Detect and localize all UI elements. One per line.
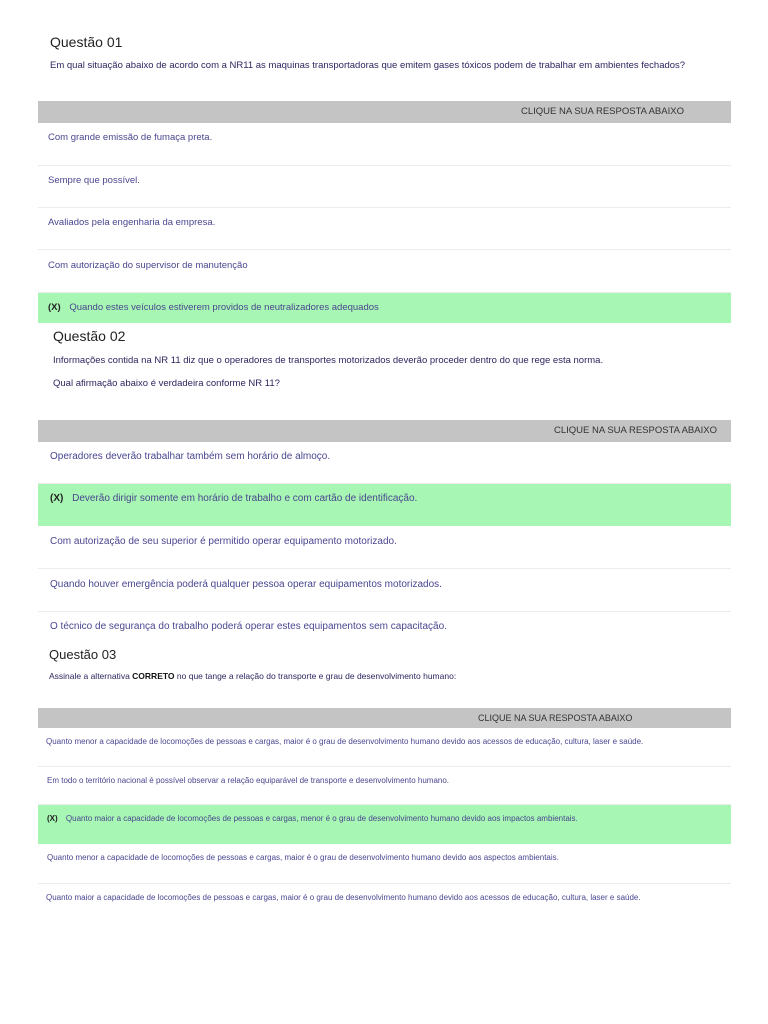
question-2-title: Questão 02 xyxy=(53,328,126,344)
question-2-option-1[interactable] xyxy=(38,442,731,484)
question-2-option-4[interactable] xyxy=(38,569,731,612)
question-2-answer-header xyxy=(38,420,731,442)
question-3-text-pre: Assinale a alternativa xyxy=(49,671,130,681)
question-2-text-2: Qual afirmação abaixo é verdadeira conforme NR 11? xyxy=(53,378,280,389)
question-3-option-1[interactable] xyxy=(38,728,731,767)
answer-header-label: CLIQUE NA SUA RESPOSTA ABAIXO xyxy=(554,425,717,436)
question-3-option-2[interactable] xyxy=(38,767,731,805)
question-1-answer-header xyxy=(38,101,731,123)
option-label: Operadores deverão trabalhar também sem horário de almoço. xyxy=(50,451,331,462)
question-2-option-5[interactable] xyxy=(38,612,731,640)
question-1-option-5-selected[interactable] xyxy=(38,293,731,323)
question-3-option-3-selected[interactable] xyxy=(38,805,731,844)
option-label: Quanto maior a capacidade de locomoções de pessoas e cargas, menor é o grau de desenvolvimento humano devido aos impactos ambientais. xyxy=(65,814,578,823)
option-label: Com autorização do supervisor de manutenção xyxy=(48,260,248,271)
option-label: Quanto menor a capacidade de locomoções de pessoas e cargas, maior é o grau de desenvolvimento humano devido aos aspectos ambientais. xyxy=(47,853,559,862)
question-3-answer-header xyxy=(38,708,731,728)
question-1-text: Em qual situação abaixo de acordo com a NR11 as maquinas transportadoras que emitem gases tóxicos podem de trabalhar em ambientes fechados? xyxy=(50,60,686,71)
question-1-title: Questão 01 xyxy=(50,34,123,50)
selected-mark: (X) xyxy=(50,493,64,504)
question-3-text xyxy=(49,669,456,683)
question-1-option-4[interactable] xyxy=(38,250,731,293)
option-label: Quanto menor a capacidade de locomoções de pessoas e cargas, maior é o grau de desenvolvimento humano devido aos acessos de educação, cultura, laser e saúde. xyxy=(46,737,644,746)
option-label: Quanto maior a capacidade de locomoções de pessoas e cargas, maior é o grau de desenvolvimento humano devido aos acessos de educação, cultura, laser e saúde. xyxy=(46,893,641,902)
question-3-text-post: no que tange a relação do transporte e grau de desenvolvimento humano: xyxy=(176,671,457,681)
question-3-option-5[interactable] xyxy=(38,884,731,912)
option-label: Quando houver emergência poderá qualquer pessoa operar equipamentos motorizados. xyxy=(50,579,442,590)
question-1-option-2[interactable] xyxy=(38,166,731,208)
option-label: O técnico de segurança do trabalho poderá operar estes equipamentos sem capacitação. xyxy=(50,621,447,632)
question-3-title: Questão 03 xyxy=(49,647,117,662)
selected-mark: (X) xyxy=(47,814,58,823)
question-2-option-2-selected[interactable] xyxy=(38,484,731,526)
question-3-text-bold: CORRETO xyxy=(132,671,175,681)
selected-mark: (X) xyxy=(48,302,61,313)
answer-header-label: CLIQUE NA SUA RESPOSTA ABAIXO xyxy=(521,106,684,117)
option-label: Deverão dirigir somente em horário de trabalho e com cartão de identificação. xyxy=(72,493,418,504)
question-3-option-4[interactable] xyxy=(38,844,731,884)
option-label: Com autorização de seu superior é permitido operar equipamento motorizado. xyxy=(50,536,397,547)
answer-header-label: CLIQUE NA SUA RESPOSTA ABAIXO xyxy=(478,713,633,723)
option-label: Com grande emissão de fumaça preta. xyxy=(48,132,213,143)
question-1-option-1[interactable] xyxy=(38,123,731,166)
option-label: Avaliados pela engenharia da empresa. xyxy=(48,217,216,228)
option-label: Quando estes veículos estiverem providos de neutralizadores adequados xyxy=(69,302,379,313)
question-1-option-3[interactable] xyxy=(38,208,731,250)
question-2-option-3[interactable] xyxy=(38,526,731,569)
option-label: Em todo o território nacional é possível observar a relação equiparável de transporte e desenvolvimento humano. xyxy=(47,776,450,785)
question-2-text-1: Informações contida na NR 11 diz que o operadores de transportes motorizados deverão proceder dentro do que rege esta norma. xyxy=(53,355,604,366)
option-label: Sempre que possível. xyxy=(48,175,140,186)
